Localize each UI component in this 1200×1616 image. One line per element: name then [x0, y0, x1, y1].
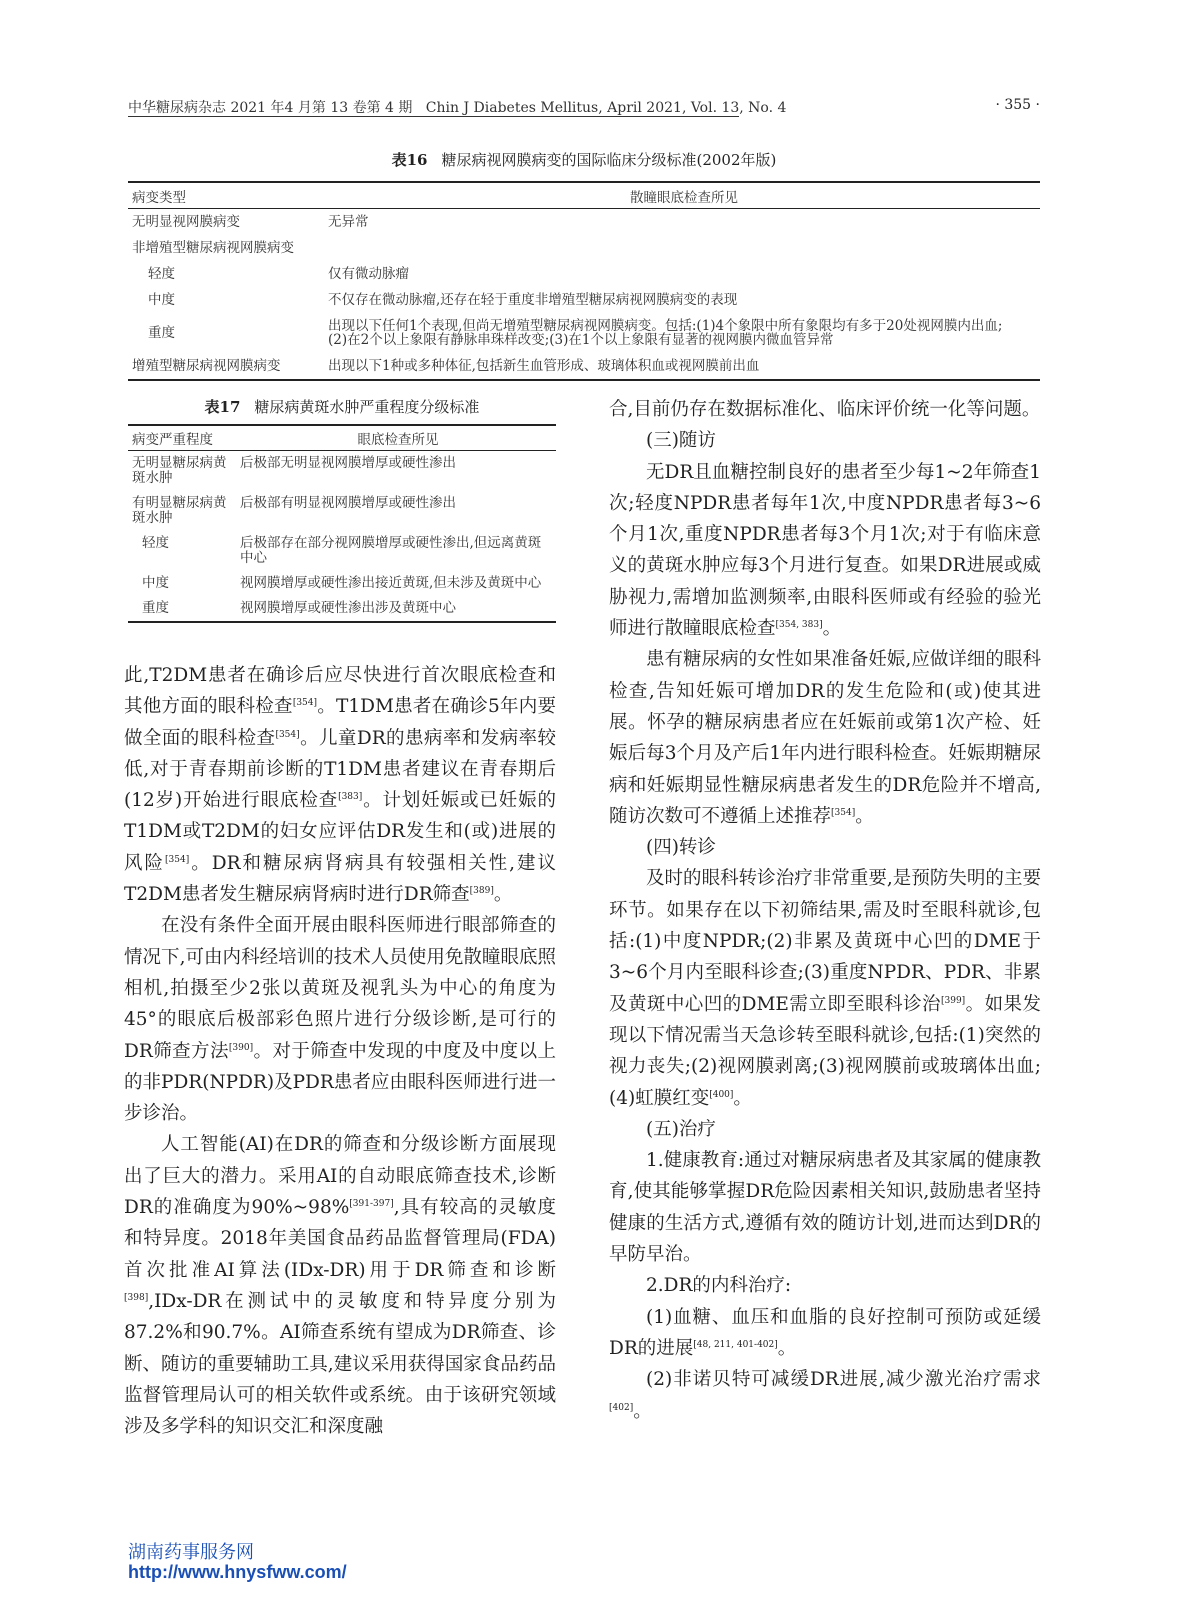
- citation: [383]: [338, 792, 363, 803]
- citation: [354, 383]: [775, 619, 823, 630]
- paragraph: [609, 863, 1041, 1113]
- text-run: 及时的眼科转诊治疗非常重要,是预防失明的主要环节。如果存在以下初筛结果,需及时至眼科就诊,包括:(1)中度NPDR;(2)非累及黄斑中心凹的DME于3~6个月内至眼科诊查;(3)重度NPDR、PDR、非累及黄斑中心凹的DME需立即至眼科诊治: [609, 868, 1041, 1015]
- table17-caption: [128, 396, 556, 417]
- table16: [128, 181, 1040, 381]
- journal-en: Chin J Diabetes Mellitus, April 2021, Vol. 13, No. 4: [425, 100, 787, 116]
- table-cell: 轻度: [142, 535, 169, 551]
- text-run: (1)血糖、血压和血脂的良好控制可预防或延缓DR的进展: [609, 1306, 1041, 1359]
- table-cell: 视网膜增厚或硬性渗出涉及黄斑中心: [240, 596, 556, 622]
- table17-col-finding: 眼底检查所见: [240, 425, 556, 451]
- text-run: 。: [633, 1400, 652, 1422]
- table-row: [128, 235, 1040, 261]
- table-cell: 后极部无明显视网膜增厚或硬性渗出: [240, 455, 456, 471]
- citation: [399]: [940, 995, 966, 1006]
- table-row: [128, 353, 1040, 380]
- table-row: [128, 596, 556, 622]
- running-header: [128, 97, 1108, 117]
- table16-title: 糖尿病视网膜病变的国际临床分级标准(2002年版): [441, 151, 777, 169]
- text-run: 。: [733, 1087, 752, 1109]
- left-column: [124, 660, 556, 1442]
- text-run: 。如果发现以下情况需当天急诊转至眼科就诊,包括:(1)突然的视力丧失;(2)视网膜剥离;(3)视网膜前或玻璃体出血;(4)虹膜红变: [609, 993, 1041, 1109]
- text-run: ,IDx-DR在测试中的灵敏度和特异度分别为87.2%和90.7%。AI筛查系统有望成为DR筛查、诊断、随访的重要辅助工具,建议采用获得国家食品药品监督管理局认可的相关软件或系统。由于该研究领域涉及多学科的知识交汇和深度融: [124, 1290, 556, 1438]
- section-heading: 2.DR的内科治疗:: [646, 1275, 792, 1297]
- table-cell: 后极部存在部分视网膜增厚或硬性渗出,但远离黄斑中心: [240, 535, 542, 566]
- section-heading: (三)随访: [646, 430, 716, 452]
- citation: [398]: [124, 1292, 149, 1303]
- right-column: [609, 394, 1041, 1427]
- table17-title: 糖尿病黄斑水肿严重程度分级标准: [254, 398, 480, 416]
- watermark-site-name: 湖南药事服务网: [128, 1542, 254, 1562]
- table16-caption: [128, 149, 1040, 170]
- table-cell: 不仅存在微动脉瘤,还存在轻于重度非增殖型糖尿病视网膜病变的表现: [328, 292, 738, 308]
- table-cell: 无明显视网膜病变: [132, 214, 240, 230]
- header-rule: [128, 116, 739, 117]
- citation: [389]: [469, 885, 494, 896]
- table-cell: 出现以下1种或多种体征,包括新生血管形成、玻璃体积血或视网膜前出血: [328, 353, 1040, 380]
- citation: [400]: [709, 1089, 734, 1100]
- paragraph: [124, 910, 556, 1129]
- table-row: [128, 531, 556, 571]
- table-cell: 无明显糖尿病黄斑水肿: [132, 455, 227, 486]
- table-cell: 无异常: [328, 214, 369, 230]
- page-number: · 355 ·: [995, 97, 1040, 113]
- paragraph: [124, 1129, 556, 1442]
- table-cell: 出现以下任何1个表现,但尚无增殖型糖尿病视网膜病变。包括:(1)4个象限中所有象限均有多于20处视网膜内出血;(2)在2个以上象限有静脉串珠样改变;(3)在1个以上象限有显著的视网膜内微血管异常: [328, 318, 1003, 348]
- text-run: 。T1DM患者在确诊5年内要做全面的眼科检查: [124, 696, 556, 749]
- table-cell: 非增殖型糖尿病视网膜病变: [132, 240, 294, 256]
- citation: [354]: [165, 854, 190, 865]
- citation: [48, 211, 401-402]: [693, 1339, 778, 1350]
- text-run: 。: [855, 805, 874, 827]
- table-cell: 增殖型糖尿病视网膜病变: [128, 353, 328, 380]
- citation: [354]: [275, 729, 300, 740]
- paragraph: [609, 1302, 1041, 1365]
- text-run: 。: [822, 618, 842, 640]
- paragraph: [609, 644, 1041, 832]
- text-run: ,具有较高的灵敏度和特异度。2018年美国食品药品监督管理局(FDA)首次批准AI算法(IDx-DR)用于DR筛查和诊断: [124, 1197, 556, 1281]
- table-cell: 重度: [148, 325, 175, 341]
- citation: [391-397]: [349, 1198, 394, 1209]
- table17: [128, 424, 556, 623]
- table-cell: 仅有微动脉瘤: [328, 266, 409, 282]
- table-cell: 重度: [128, 596, 240, 622]
- text-run: 。儿童DR的患病率和发病率较低,对于青春期前诊断的T1DM患者建议在青春期后(12岁)开始进行眼底检查: [124, 727, 556, 812]
- table-row: [128, 571, 556, 596]
- paragraph: 合,目前仍存在数据标准化、临床评价统一化等问题。: [609, 399, 1041, 420]
- table-row: [128, 491, 556, 531]
- table-row: [128, 261, 1040, 287]
- table16-label: 表16: [391, 151, 428, 169]
- table-row: [128, 209, 1040, 236]
- citation: [390]: [228, 1042, 254, 1053]
- section-heading: (五)治疗: [646, 1118, 716, 1140]
- text-run: 无DR且血糖控制良好的患者至少每1~2年筛查1次;轻度NPDR患者每年1次,中度NPDR患者每3~6个月1次,重度NPDR患者每3个月1次;对于有临床意义的黄斑水肿应每3个月进行复查。如果DR进展或威胁视力,需增加监测频率,由眼科医师或有经验的验光师进行散瞳眼底检查: [609, 461, 1041, 640]
- table16-col-type: 病变类型: [128, 182, 328, 209]
- table-cell: 中度: [142, 575, 169, 591]
- paragraph: [124, 660, 556, 910]
- table16-col-finding: 散瞳眼底检查所见: [328, 182, 1040, 209]
- table-cell: 有明显糖尿病黄斑水肿: [132, 495, 227, 526]
- table-row: [128, 451, 556, 492]
- table-row: [128, 313, 1040, 353]
- text-run: 。: [777, 1337, 797, 1359]
- paragraph: 1.健康教育:通过对糖尿病患者及其家属的健康教育,使其能够掌握DR危险因素相关知识,鼓励患者坚持健康的生活方式,遵循有效的随访计划,进而达到DR的早防早治。: [609, 1150, 1041, 1266]
- text-run: 。DR和糖尿病肾病具有较强相关性,建议T2DM患者发生糖尿病肾病时进行DR筛查: [124, 852, 556, 906]
- table-cell: 视网膜增厚或硬性渗出接近黄斑,但未涉及黄斑中心: [240, 575, 542, 591]
- table-row: [128, 287, 1040, 313]
- citation: [402]: [609, 1402, 634, 1413]
- text-run: 患有糖尿病的女性如果准备妊娠,应做详细的眼科检查,告知妊娠可增加DR的发生危险和(或)使其进展。怀孕的糖尿病患者应在妊娠前或第1次产检、妊娠后每3个月及产后1年内进行眼科检查。妊娠期糖尿病和妊娠期显性糖尿病患者发生的DR危险并不增高,随访次数可不遵循上述推荐: [609, 649, 1041, 827]
- paragraph: [609, 457, 1041, 645]
- text-run: (2)非诺贝特可减缓DR进展,减少激光治疗需求: [646, 1369, 1041, 1391]
- citation: [354]: [292, 698, 318, 709]
- text-run: 。计划妊娠或已妊娠的T1DM或T2DM的妇女应评估DR发生和(或)进展的风险: [124, 790, 556, 874]
- text-run: 人工智能(AI)在DR的筛查和分级诊断方面展现出了巨大的潜力。采用AI的自动眼底筛查技术,诊断DR的准确度为90%~98%: [124, 1134, 556, 1219]
- watermark-site-url[interactable]: http://www.hnysfww.com/: [128, 1562, 347, 1582]
- text-run: 此,T2DM患者在确诊后应尽快进行首次眼底检查和其他方面的眼科检查: [124, 665, 556, 718]
- table-cell: 中度: [148, 292, 175, 308]
- table17-col-level: 病变严重程度: [128, 425, 240, 451]
- section-heading: (四)转诊: [646, 837, 716, 859]
- text-run: 在没有条件全面开展由眼科医师进行眼部筛查的情况下,可由内科经培训的技术人员使用免散瞳眼底照相机,拍摄至少2张以黄斑及视乳头为中心的角度为45°的眼底后极部彩色照片进行分级诊断,是可行的DR筛查方法: [124, 915, 556, 1062]
- citation: [354]: [831, 807, 856, 818]
- text-run: 。: [493, 884, 513, 906]
- paragraph: [609, 1364, 1041, 1427]
- journal-cn: 中华糖尿病杂志 2021 年4 月第 13 卷第 4 期: [128, 100, 413, 116]
- text-run: 。对于筛查中发现的中度及中度以上的非PDR(NPDR)及PDR患者应由眼科医师进行进一步诊治。: [124, 1040, 556, 1125]
- table17-label: 表17: [204, 398, 241, 416]
- table-cell: 轻度: [148, 266, 175, 282]
- table-cell: 后极部有明显视网膜增厚或硬性渗出: [240, 495, 456, 511]
